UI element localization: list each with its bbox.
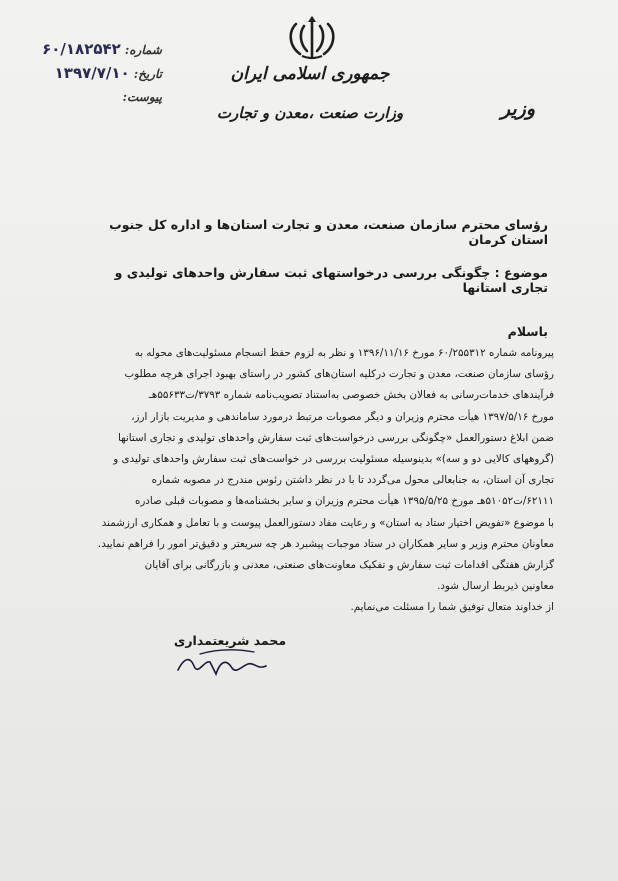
letter-attachment-label: پیوست: [122,90,162,104]
body-line: گزارش هفتگی اقدامات ثبت سفارش و تفکیک معاونت‌های صنعتی، معدنی و بازرگانی برای آقایان [144,559,554,572]
letterhead-ministry: وزارت صنعت ،معدن و تجارت [216,104,404,122]
handwritten-signature-icon [170,640,280,682]
letter-recipient: رؤسای محترم سازمان صنعت، معدن و تجارت استان‌ها و اداره کل جنوب استان کرمان [109,217,548,247]
letter-attachment-field [22,90,162,104]
letter-subject: موضوع : چگونگی بررسی درخواستهای ثبت سفارش واحدهای تولیدی و تجاری استانها [114,265,548,295]
iran-emblem-icon [284,14,340,60]
body-line: (گروههای کالایی دو و سه)» بدینوسیله مسئولیت بررسی در خواست‌های ثبت سفارش واحدهای تولیدی و [113,453,554,466]
letter-date-value: ۱۳۹۷/۷/۱۰ [54,64,130,82]
body-line: با موضوع «تفویض اختیار ستاد به استان» و رعایت مفاد دستورالعمل پیوست و با تعامل و همکاری ارزشمند [101,516,554,529]
signer-name: محمد شریعتمداری [173,633,287,648]
letter-date-label: تاریخ: [133,67,162,81]
letterhead-role: وزیر [500,98,535,120]
body-line: رؤسای سازمان صنعت، معدن و تجارت درکلیه استان‌های کشور در راستای بهبود اجرای هرچه مطلوب [124,368,554,381]
body-line: فرآیندهای خدمات‌رسانی به فعالان بخش خصوصی به‌استناد تصویب‌نامه شماره ۳۷۹۳/ت۵۵۶۳۳هـ [148,389,554,402]
letter-salutation: باسلام [507,324,548,339]
letter-number-value: ۶۰/۱۸۲۵۴۲ [42,40,121,58]
body-line: مورخ ۱۳۹۷/۵/۱۶ هیأت محترم وزیران و دیگر مصوبات مرتبط درمورد ساماندهی و مدیریت بازار ارز، [131,410,554,423]
body-line: ضمن ابلاغ دستورالعمل «چگونگی بررسی درخواست‌های ثبت سفارش واحدهای تولیدی و تجاری استانها [117,431,554,444]
body-line: پیرونامه شماره ۶۰/۲۵۵۳۱۲ مورخ ۱۳۹۶/۱۱/۱۶ و نظر به لزوم حفظ انسجام مسئولیت‌های محوله به [134,347,554,359]
letter-number-label: شماره: [124,43,162,57]
letter-number-field [22,40,162,58]
letter-body [24,343,554,619]
letterhead-country: جمهوری اسلامی ایران [230,64,390,84]
closing-line: از خداوند متعال توفیق شما را مسئلت می‌نمایم. [350,601,554,614]
body-line: معاونان محترم وزیر و سایر همکاران در ستاد موجبات پیشبرد هر چه سریعتر و دقیق‌تر امور را فراهم نمایید. [98,537,554,550]
body-line: معاونین ذیربط ارسال شود. [437,580,554,593]
letter-date-field [22,64,162,82]
body-line: تجاری آن استان، به جنابعالی محول می‌گردد تا با در نظر داشتن رئوس مندرج در مصوبه شماره [151,474,554,487]
body-line: ۶۲۱۱۱/ت۵۱۰۵۲هـ مورخ ۱۳۹۵/۵/۲۵ هیأت محترم وزیران و سایر بخشنامه‌ها و مصوبات قبلی صادره [134,495,554,508]
